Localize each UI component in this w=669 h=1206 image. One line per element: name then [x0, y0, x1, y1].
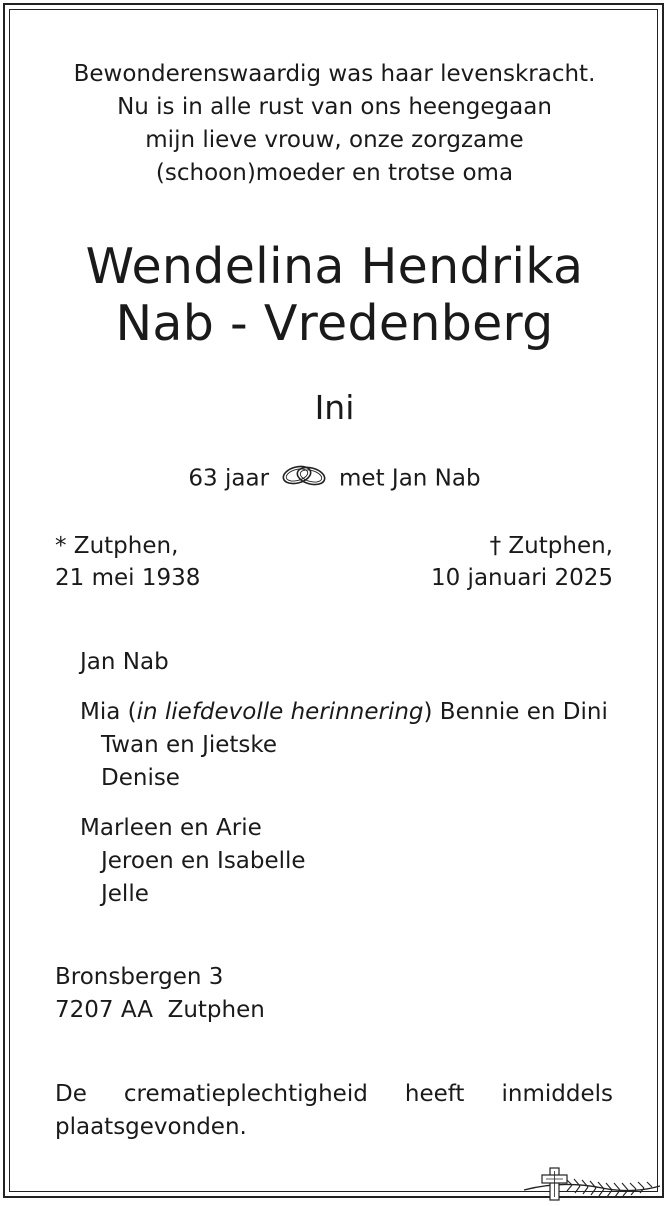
spouse-name: Jan Nab — [80, 649, 169, 675]
death-info — [431, 530, 613, 594]
family-list — [80, 646, 608, 928]
address-street: Bronsbergen 3 — [55, 964, 224, 990]
birth-info — [55, 530, 200, 594]
grandchild-entry: Jeroen en Isabelle — [101, 848, 306, 874]
birth-place: * Zutphen, — [55, 533, 179, 559]
death-place: † Zutphen, — [489, 533, 613, 559]
cremation-notice: De crematieplechtigheid heeft inmiddels plaatsgevonden. — [55, 1081, 613, 1140]
correspondence-address — [55, 961, 265, 1027]
opening-verse — [0, 58, 669, 190]
family-group-1-parents — [80, 696, 608, 729]
marriage-years: 63 jaar — [188, 465, 270, 492]
cross-with-palm-branch-icon — [522, 1166, 662, 1206]
verse-line-1: Bewonderenswaardig was haar levenskracht. — [73, 61, 596, 87]
grandchild-entry: Twan en Jietske — [101, 732, 278, 758]
family-group-2-parents: Marleen en Arie — [80, 815, 262, 841]
birth-date: 21 mei 1938 — [55, 565, 201, 591]
deceased-nickname: Ini — [314, 388, 355, 427]
wedding-rings-icon — [279, 462, 329, 496]
grandchild-entry: Denise — [101, 765, 180, 791]
family-group-2 — [80, 812, 608, 911]
verse-line-3: mijn lieve vrouw, onze zorgzame — [145, 127, 524, 153]
family-group-1 — [80, 696, 608, 795]
deceased-name-line-1: Wendelina Hendrika — [85, 238, 584, 295]
marriage-partner: met Jan Nab — [339, 465, 481, 492]
verse-line-2: Nu is in alle rust van ons heengegaan — [117, 94, 552, 120]
address-postal-city: 7207 AA Zutphen — [55, 997, 265, 1023]
family-group-1-name-after: ) Bennie en Dini — [423, 699, 608, 725]
verse-line-4: (schoon)moeder en trotse oma — [155, 160, 514, 186]
family-group-1-name-before: Mia ( — [80, 699, 137, 725]
deceased-name-line-2: Nab - Vredenberg — [115, 295, 554, 352]
memorial-note: in liefdevolle herinnering — [136, 699, 424, 725]
deceased-name — [0, 238, 669, 352]
death-date: 10 januari 2025 — [430, 565, 613, 591]
grandchild-entry: Jelle — [101, 881, 149, 907]
marriage-line — [0, 462, 669, 496]
